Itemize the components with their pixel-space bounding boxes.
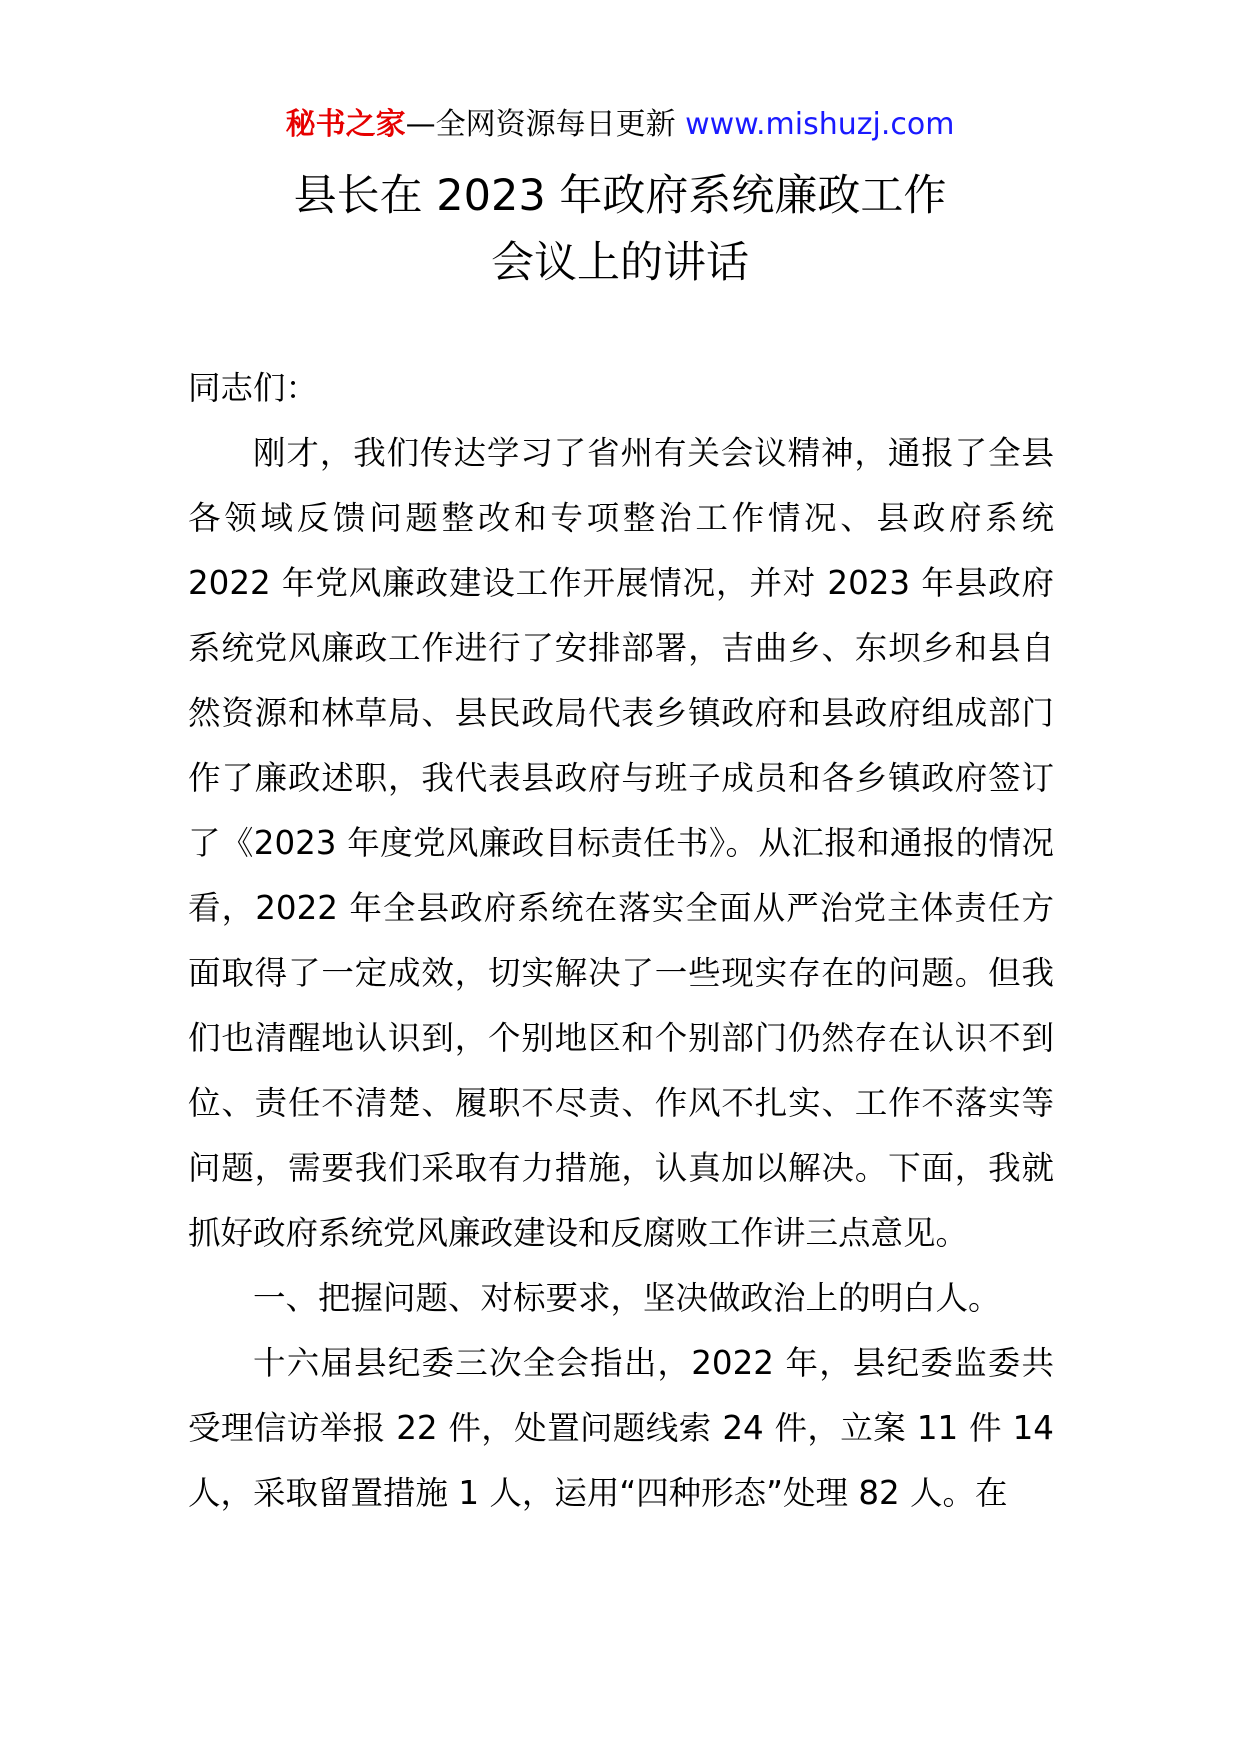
salutation: 同志们： [188, 369, 319, 407]
site-url[interactable]: www.mishuzj.com [685, 107, 955, 142]
title-line-2: 会议上的讲话 [491, 238, 749, 288]
document-body [188, 356, 1054, 1526]
site-header [0, 103, 1240, 147]
brand-name: 秘书之家 [285, 107, 406, 142]
paragraph-section-1: 十六届县纪委三次全会指出，2022 年，县纪委监委共受理信访举报 22 件，处置问题线索 24 件，立案 11 件 14 人，采取留置措施 1 人，运用“四种形态”处理 82 人。在 [188, 1344, 1054, 1512]
section-heading-1: 一、把握问题、对标要求，坚决做政治上的明白人。 [253, 1279, 1001, 1317]
paragraph-intro: 刚才，我们传达学习了省州有关会议精神，通报了全县各领域反馈问题整改和专项整治工作情况、县政府系统 2022 年党风廉政建设工作开展情况，并对 2023 年县政府系统党风廉政工作进行了安排部署，吉曲乡、东坝乡和县自然资源和林草局、县民政局代表乡镇政府和县政府组成部门作了廉政述职，我代表县政府与班子成员和各乡镇政府签订了《2023 年度党风廉政目标责任书》。从汇报和通报的情况看，2022 年全县政府系统在落实全面从严治党主体责任方面取得了一定成效，切实解决了一些现实存在的问题。但我们也清醒地认识到，个别地区和个别部门仍然存在认识不到位、责任不清楚、履职不尽责、作风不扎实、工作不落实等问题，需要我们采取有力措施，认真加以解决。下面，我就抓好政府系统党风廉政建设和反腐败工作讲三点意见。 [188, 434, 1054, 1252]
site-slogan: —全网资源每日更新 [405, 107, 676, 142]
title-line-1: 县长在 2023 年政府系统廉政工作 [293, 171, 947, 221]
document-title [0, 163, 1240, 297]
